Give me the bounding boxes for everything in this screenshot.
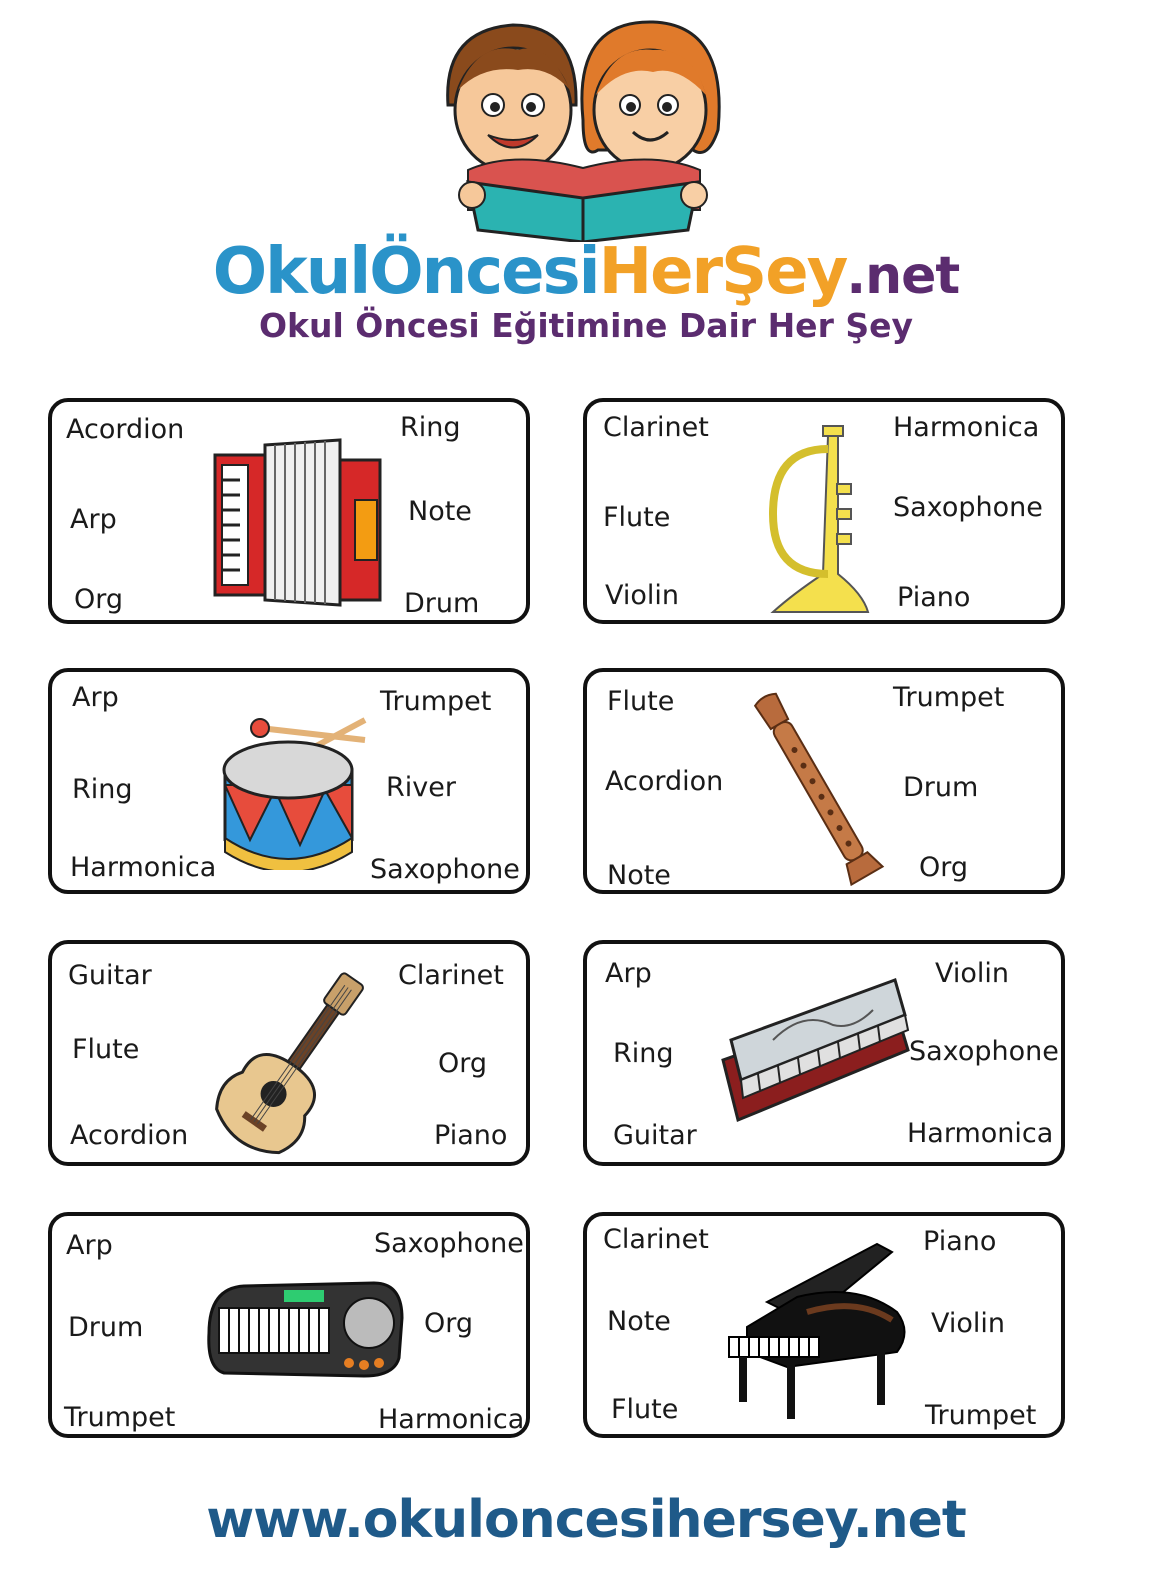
word-option[interactable]: Violin [931, 1308, 1006, 1339]
recorder-flute-icon [727, 684, 907, 894]
website-url: www.okuloncesihersey.net [206, 1490, 966, 1550]
word-option[interactable]: Arp [70, 504, 117, 535]
instrument-card-flute [583, 668, 1065, 894]
word-option[interactable]: Piano [434, 1120, 508, 1151]
word-option[interactable]: Trumpet [925, 1400, 1037, 1431]
word-option[interactable]: Guitar [613, 1120, 697, 1151]
kids-reading-mascot-icon [438, 10, 728, 242]
trumpet-icon [763, 424, 873, 614]
word-option[interactable]: Arp [66, 1230, 113, 1261]
logo-part-net: .net [846, 246, 960, 306]
word-option[interactable]: Piano [897, 582, 971, 613]
word-option[interactable]: Ring [613, 1038, 674, 1069]
instrument-card-keyboard [48, 1212, 530, 1438]
word-option[interactable]: Trumpet [64, 1402, 176, 1433]
word-option[interactable]: Arp [605, 958, 652, 989]
instrument-card-piano [583, 1212, 1065, 1438]
guitar-icon [182, 972, 412, 1157]
word-option[interactable]: Clarinet [603, 412, 709, 443]
word-option[interactable]: Org [74, 584, 124, 615]
word-option[interactable]: Harmonica [378, 1404, 525, 1435]
word-option[interactable]: Piano [923, 1226, 997, 1257]
drum-icon [220, 710, 370, 870]
accordion-icon [210, 430, 385, 610]
word-option[interactable]: Flute [611, 1394, 679, 1425]
word-option[interactable]: Harmonica [907, 1118, 1054, 1149]
word-option[interactable]: Saxophone [893, 492, 1043, 523]
word-option[interactable]: Flute [607, 686, 675, 717]
word-option[interactable]: Acordion [70, 1120, 189, 1151]
word-option[interactable]: Clarinet [603, 1224, 709, 1255]
word-option[interactable]: River [386, 772, 456, 803]
site-tagline: Okul Öncesi Eğitimine Dair Her Şey [258, 306, 913, 345]
word-option[interactable]: Note [607, 1306, 671, 1337]
word-option[interactable]: Guitar [68, 960, 152, 991]
word-option[interactable]: Org [438, 1048, 488, 1079]
word-option[interactable]: Org [919, 852, 969, 883]
word-option[interactable]: Saxophone [374, 1228, 524, 1259]
instrument-card-accordion [48, 398, 530, 624]
grand-piano-icon [727, 1242, 912, 1422]
instrument-card-harmonica [583, 940, 1065, 1166]
word-option[interactable]: Org [424, 1308, 474, 1339]
word-option[interactable]: Flute [603, 502, 671, 533]
word-option[interactable]: Trumpet [893, 682, 1005, 713]
instrument-card-trumpet [583, 398, 1065, 624]
word-option[interactable]: Harmonica [893, 412, 1040, 443]
harmonica-icon [713, 970, 911, 1146]
instrument-card-guitar [48, 940, 530, 1166]
word-option[interactable]: Violin [605, 580, 680, 611]
word-option[interactable]: Saxophone [370, 854, 520, 885]
word-option[interactable]: Drum [903, 772, 979, 803]
word-option[interactable]: Harmonica [70, 852, 217, 883]
word-option[interactable]: Ring [400, 412, 461, 443]
word-option[interactable]: Ring [72, 774, 133, 805]
keyboard-org-icon [204, 1278, 404, 1378]
logo-part-okuloncesi: OkulÖncesi [212, 235, 599, 309]
instrument-card-drum [48, 668, 530, 894]
word-option[interactable]: Clarinet [398, 960, 504, 991]
word-option[interactable]: Note [408, 496, 472, 527]
logo-part-hersey: HerŞey [598, 235, 847, 309]
word-option[interactable]: Drum [404, 588, 480, 619]
word-option[interactable]: Violin [935, 958, 1010, 989]
word-option[interactable]: Note [607, 860, 671, 891]
site-logo [0, 232, 1172, 316]
word-option[interactable]: Trumpet [380, 686, 492, 717]
word-option[interactable]: Arp [72, 682, 119, 713]
word-option[interactable]: Acordion [66, 414, 185, 445]
word-option[interactable]: Saxophone [909, 1036, 1059, 1067]
word-option[interactable]: Drum [68, 1312, 144, 1343]
word-option[interactable]: Acordion [605, 766, 724, 797]
word-option[interactable]: Flute [72, 1034, 140, 1065]
